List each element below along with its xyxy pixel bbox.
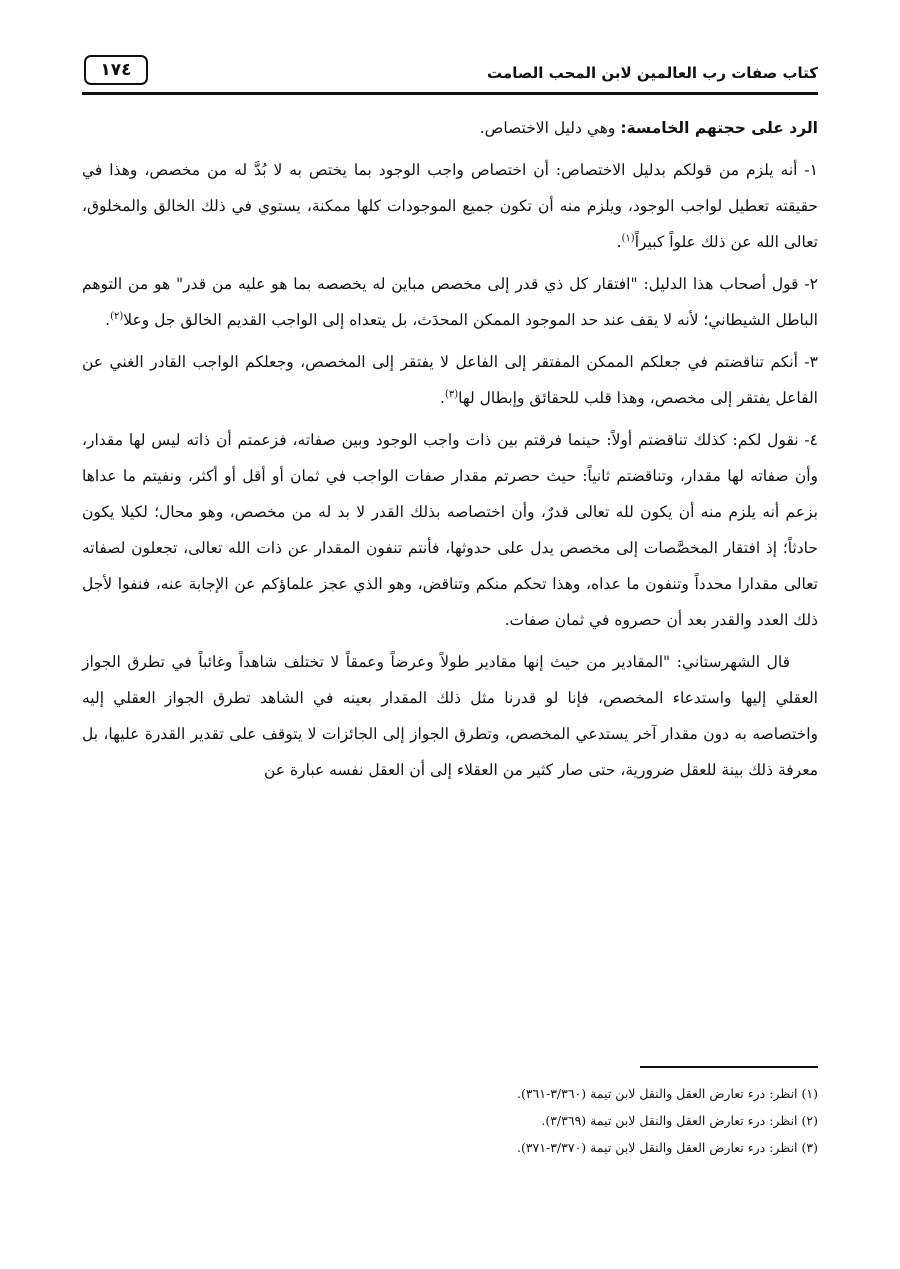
page-header: [82, 54, 818, 95]
footnotes: [82, 1080, 818, 1161]
paragraph-intro: الرد على حجتهم الخامسة: وهي دليل الاختصاص.: [479, 119, 818, 137]
page-number: ١٧٤: [84, 55, 148, 85]
footnote-1: (١) انظر: درء تعارض العقل والنقل لابن تيمة (٣/٣٦٠-٣٦١).: [516, 1086, 818, 1101]
footnote-3: (٣) انظر: درء تعارض العقل والنقل لابن تيمة (٣/٣٧٠-٣٧١).: [516, 1140, 818, 1155]
paragraph-3: ٣- أنكم تناقضتم في جعلكم الممكن المفتقر إلى الفاعل لا يفتقر إلى المخصص، وجعلكم الواجب القادر الغني عن الفاعل يفتقر إلى مخصص، وهذا قلب للحقائق وإبطال لها$^{(٣)}$.: [82, 353, 818, 407]
footnote-ref-1: (١): [621, 232, 635, 244]
paragraph-4: ٤- نقول لكم: كذلك تناقضتم أولاً: حينما فرقتم بين ذات واجب الوجود وبين صفاته، فزعمتم أن ذاته ليس لها مقدار، وأن صفاته لها مقدار، وتناقضتم ثانياً: حيث حصرتم مقدار صفات الواجب في ثمان أو أقل أو أكثر، ونفيتم ما عداها بزعم أنه يلزم منه أن يكون لله تعالى قدرٌ، وأن اختصاصه بذلك القدر لا بد له من مخصص، وهو محال؛ لكيلا يكون حادثاً؛ إذ افتقار المخصَّصات إلى مخصص يدل على حدوثها، فأنتم تنفون المقدار عن ذات الله تعالى، تجعلون لصفاته تعالى مقدارا محدداً وتنفون ما عداه، وهذا تحكم منكم وتناقض، وهو الذي عجز علماؤكم عن الإجابة عنه، فنفوا لأجل ذلك العدد والقدر بعد أن حصروه في ثمان صفات.: [82, 431, 818, 629]
footnote-2: (٢) انظر: درء تعارض العقل والنقل لابن تيمة (٣/٣٦٩).: [541, 1113, 818, 1128]
footnote-ref-3: (٣): [444, 388, 459, 400]
paragraph-2: ٢- قول أصحاب هذا الدليل: "افتقار كل ذي قدر إلى مخصص مباين له يخصصه بما هو عليه من قدر" هو من التوهم الباطل الشيطاني؛ لأنه لا يقف عند حد الموجود الممكن المحدَث، بل يتعداه إلى الواجب القديم الخالق جل وعلا$^{(٢)}$.: [82, 275, 818, 329]
paragraph-1: ١- أنه يلزم من قولكم بدليل الاختصاص: أن اختصاص واجب الوجود بما يختص به لا بُدَّ له من مخصص، وهذا في حقيقته تعطيل لواجب الوجود، ويلزم منه أن تكون جميع الموجودات كلها ممكنة، يستوي في ذلك الخالق والمخلوق، تعالى الله عن ذلك علواً كبيراً$^{(١)}$.: [82, 161, 818, 251]
book-title: كتاب صفات رب العالمين لابن المحب الصامت: [487, 64, 818, 82]
main-text: [82, 110, 818, 794]
section-heading: الرد على حجتهم الخامسة:: [620, 119, 818, 137]
paragraph-quote: قال الشهرستاني: "المقادير من حيث إنها مقادير طولاً وعرضاً وعمقاً لا تختلف شاهداً وغائباً في تطرق الجواز العقلي إليها واستدعاء المخصص، فإنا لو قدرنا مثل ذلك المقدار بعينه في الشاهد تطرق الجواز العقلي إليه واختصاصه به دون مقدار آخر يستدعي المخصص، وتطرق الجواز إلى الجائزات لا يتوقف على تقدير القدرة عليها، بل معرفة ذلك بينة للعقل ضرورية، حتى صار كثير من العقلاء إلى أن العقل نفسه عبارة عن: [82, 653, 818, 779]
footnote-ref-2: (٢): [110, 310, 124, 322]
footnote-divider: [640, 1066, 818, 1068]
